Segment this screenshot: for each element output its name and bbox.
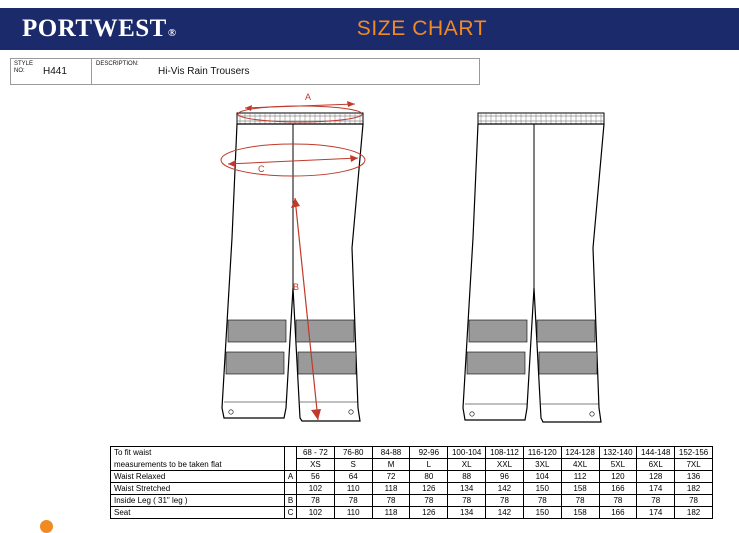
waist-range-3: 92-96 [410, 447, 448, 459]
cell: 78 [486, 495, 524, 507]
decorative-dot-icon [40, 520, 53, 533]
cell: 104 [523, 471, 561, 483]
size-table [110, 446, 713, 519]
cell: 142 [486, 483, 524, 495]
cell: 96 [486, 471, 524, 483]
description-value: Hi-Vis Rain Trousers [158, 66, 250, 77]
style-number-value: H441 [43, 66, 67, 77]
label-b: B [293, 282, 300, 292]
brand-logo [0, 15, 205, 43]
waist-range-9: 144-148 [637, 447, 675, 459]
cell: 78 [410, 495, 448, 507]
cell: 166 [599, 483, 637, 495]
cell: 110 [334, 507, 372, 519]
cell: 78 [297, 495, 335, 507]
waist-range-7: 124-128 [561, 447, 599, 459]
size-code-0: XS [297, 459, 335, 471]
cell: 182 [675, 507, 713, 519]
cell: 118 [372, 483, 410, 495]
page-header [0, 8, 739, 50]
trousers-back-view [463, 113, 604, 422]
table-row [111, 483, 713, 495]
waist-range-10: 152-156 [675, 447, 713, 459]
waist-range-2: 84-88 [372, 447, 410, 459]
size-code-4: XL [448, 459, 486, 471]
waist-range-8: 132-140 [599, 447, 637, 459]
style-number-box [10, 58, 92, 85]
style-number-label-line2: NO: [14, 68, 25, 74]
size-code-9: 6XL [637, 459, 675, 471]
cell: 134 [448, 507, 486, 519]
cell: 78 [334, 495, 372, 507]
waist-range-0: 68 - 72 [297, 447, 335, 459]
table-row [111, 507, 713, 519]
cell: 80 [410, 471, 448, 483]
cell: 128 [637, 471, 675, 483]
waist-range-6: 116-120 [523, 447, 561, 459]
cell: 78 [561, 495, 599, 507]
row-label-seat: Seat [111, 507, 285, 519]
cell: 64 [334, 471, 372, 483]
table-header-size-code [111, 459, 713, 471]
letter-column-header [285, 447, 297, 459]
cell: 134 [448, 483, 486, 495]
size-code-8: 5XL [599, 459, 637, 471]
size-code-1: S [334, 459, 372, 471]
size-code-10: 7XL [675, 459, 713, 471]
table-row [111, 471, 713, 483]
style-info-bar [10, 58, 480, 85]
cell: 88 [448, 471, 486, 483]
size-code-7: 4XL [561, 459, 599, 471]
label-c: C [258, 164, 265, 174]
waist-range-5: 108-112 [486, 447, 524, 459]
description-box [92, 58, 480, 85]
cell: 174 [637, 483, 675, 495]
cell: 136 [675, 471, 713, 483]
cell: 118 [372, 507, 410, 519]
size-code-5: XXL [486, 459, 524, 471]
cell: 72 [372, 471, 410, 483]
registered-trademark-icon: ® [167, 27, 177, 39]
cell: 78 [599, 495, 637, 507]
cell: 102 [297, 507, 335, 519]
fit-note-line1: To fit waist [111, 447, 285, 459]
label-a: A [305, 92, 312, 102]
cell: 78 [675, 495, 713, 507]
cell: 78 [372, 495, 410, 507]
row-letter-seat: C [285, 507, 297, 519]
cell: 182 [675, 483, 713, 495]
cell: 120 [599, 471, 637, 483]
row-label-inside-leg: Inside Leg ( 31" leg ) [111, 495, 285, 507]
cell: 166 [599, 507, 637, 519]
size-code-3: L [410, 459, 448, 471]
cell: 126 [410, 483, 448, 495]
cell: 78 [637, 495, 675, 507]
brand-logo-text: PORTWEST [22, 15, 167, 42]
style-number-label-line1: STYLE [14, 61, 34, 67]
cell: 110 [334, 483, 372, 495]
row-label-waist-relaxed: Waist Relaxed [111, 471, 285, 483]
size-code-6: 3XL [523, 459, 561, 471]
waist-range-4: 100-104 [448, 447, 486, 459]
cell: 150 [523, 483, 561, 495]
cell: 174 [637, 507, 675, 519]
garment-technical-drawing [0, 88, 739, 438]
cell: 158 [561, 483, 599, 495]
cell: 78 [448, 495, 486, 507]
fit-note-line2: measurements to be taken flat [111, 459, 285, 471]
style-number-label [14, 61, 33, 75]
cell: 158 [561, 507, 599, 519]
cell: 112 [561, 471, 599, 483]
table-row [111, 495, 713, 507]
row-letter-waist-relaxed: A [285, 471, 297, 483]
page-title: SIZE CHART [356, 17, 488, 40]
cell: 56 [297, 471, 335, 483]
waist-range-1: 76-80 [334, 447, 372, 459]
letter-column-header-2 [285, 459, 297, 471]
description-label: DESCRIPTION: [96, 61, 139, 67]
cell: 126 [410, 507, 448, 519]
cell: 150 [523, 507, 561, 519]
cell: 78 [523, 495, 561, 507]
cell: 102 [297, 483, 335, 495]
size-table-container [110, 446, 713, 519]
table-header-waist-range [111, 447, 713, 459]
row-letter-waist-stretched [285, 483, 297, 495]
cell: 142 [486, 507, 524, 519]
row-label-waist-stretched: Waist Stretched [111, 483, 285, 495]
row-letter-inside-leg: B [285, 495, 297, 507]
size-code-2: M [372, 459, 410, 471]
